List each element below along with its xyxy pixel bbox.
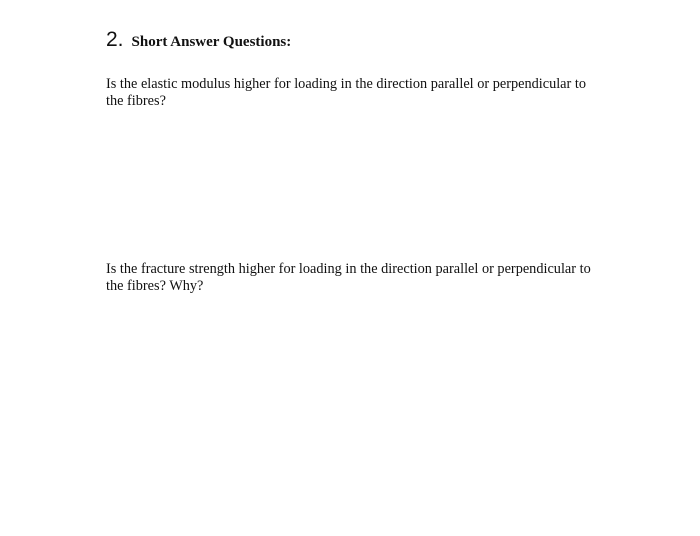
section-title: Short Answer Questions: [131, 34, 292, 50]
question-1 [106, 76, 616, 110]
section-number: 2. [106, 28, 124, 51]
question-2-line-2: the fibres? Why? [106, 278, 204, 294]
question-1-line-1: Is the elastic modulus higher for loading in the direction parallel or perpendicular to [106, 76, 586, 92]
section-heading [106, 28, 291, 52]
question-2 [106, 261, 616, 295]
question-1-line-2: the fibres? [106, 93, 166, 109]
question-2-line-1: Is the fracture strength higher for loading in the direction parallel or perpendicular to [106, 261, 591, 277]
